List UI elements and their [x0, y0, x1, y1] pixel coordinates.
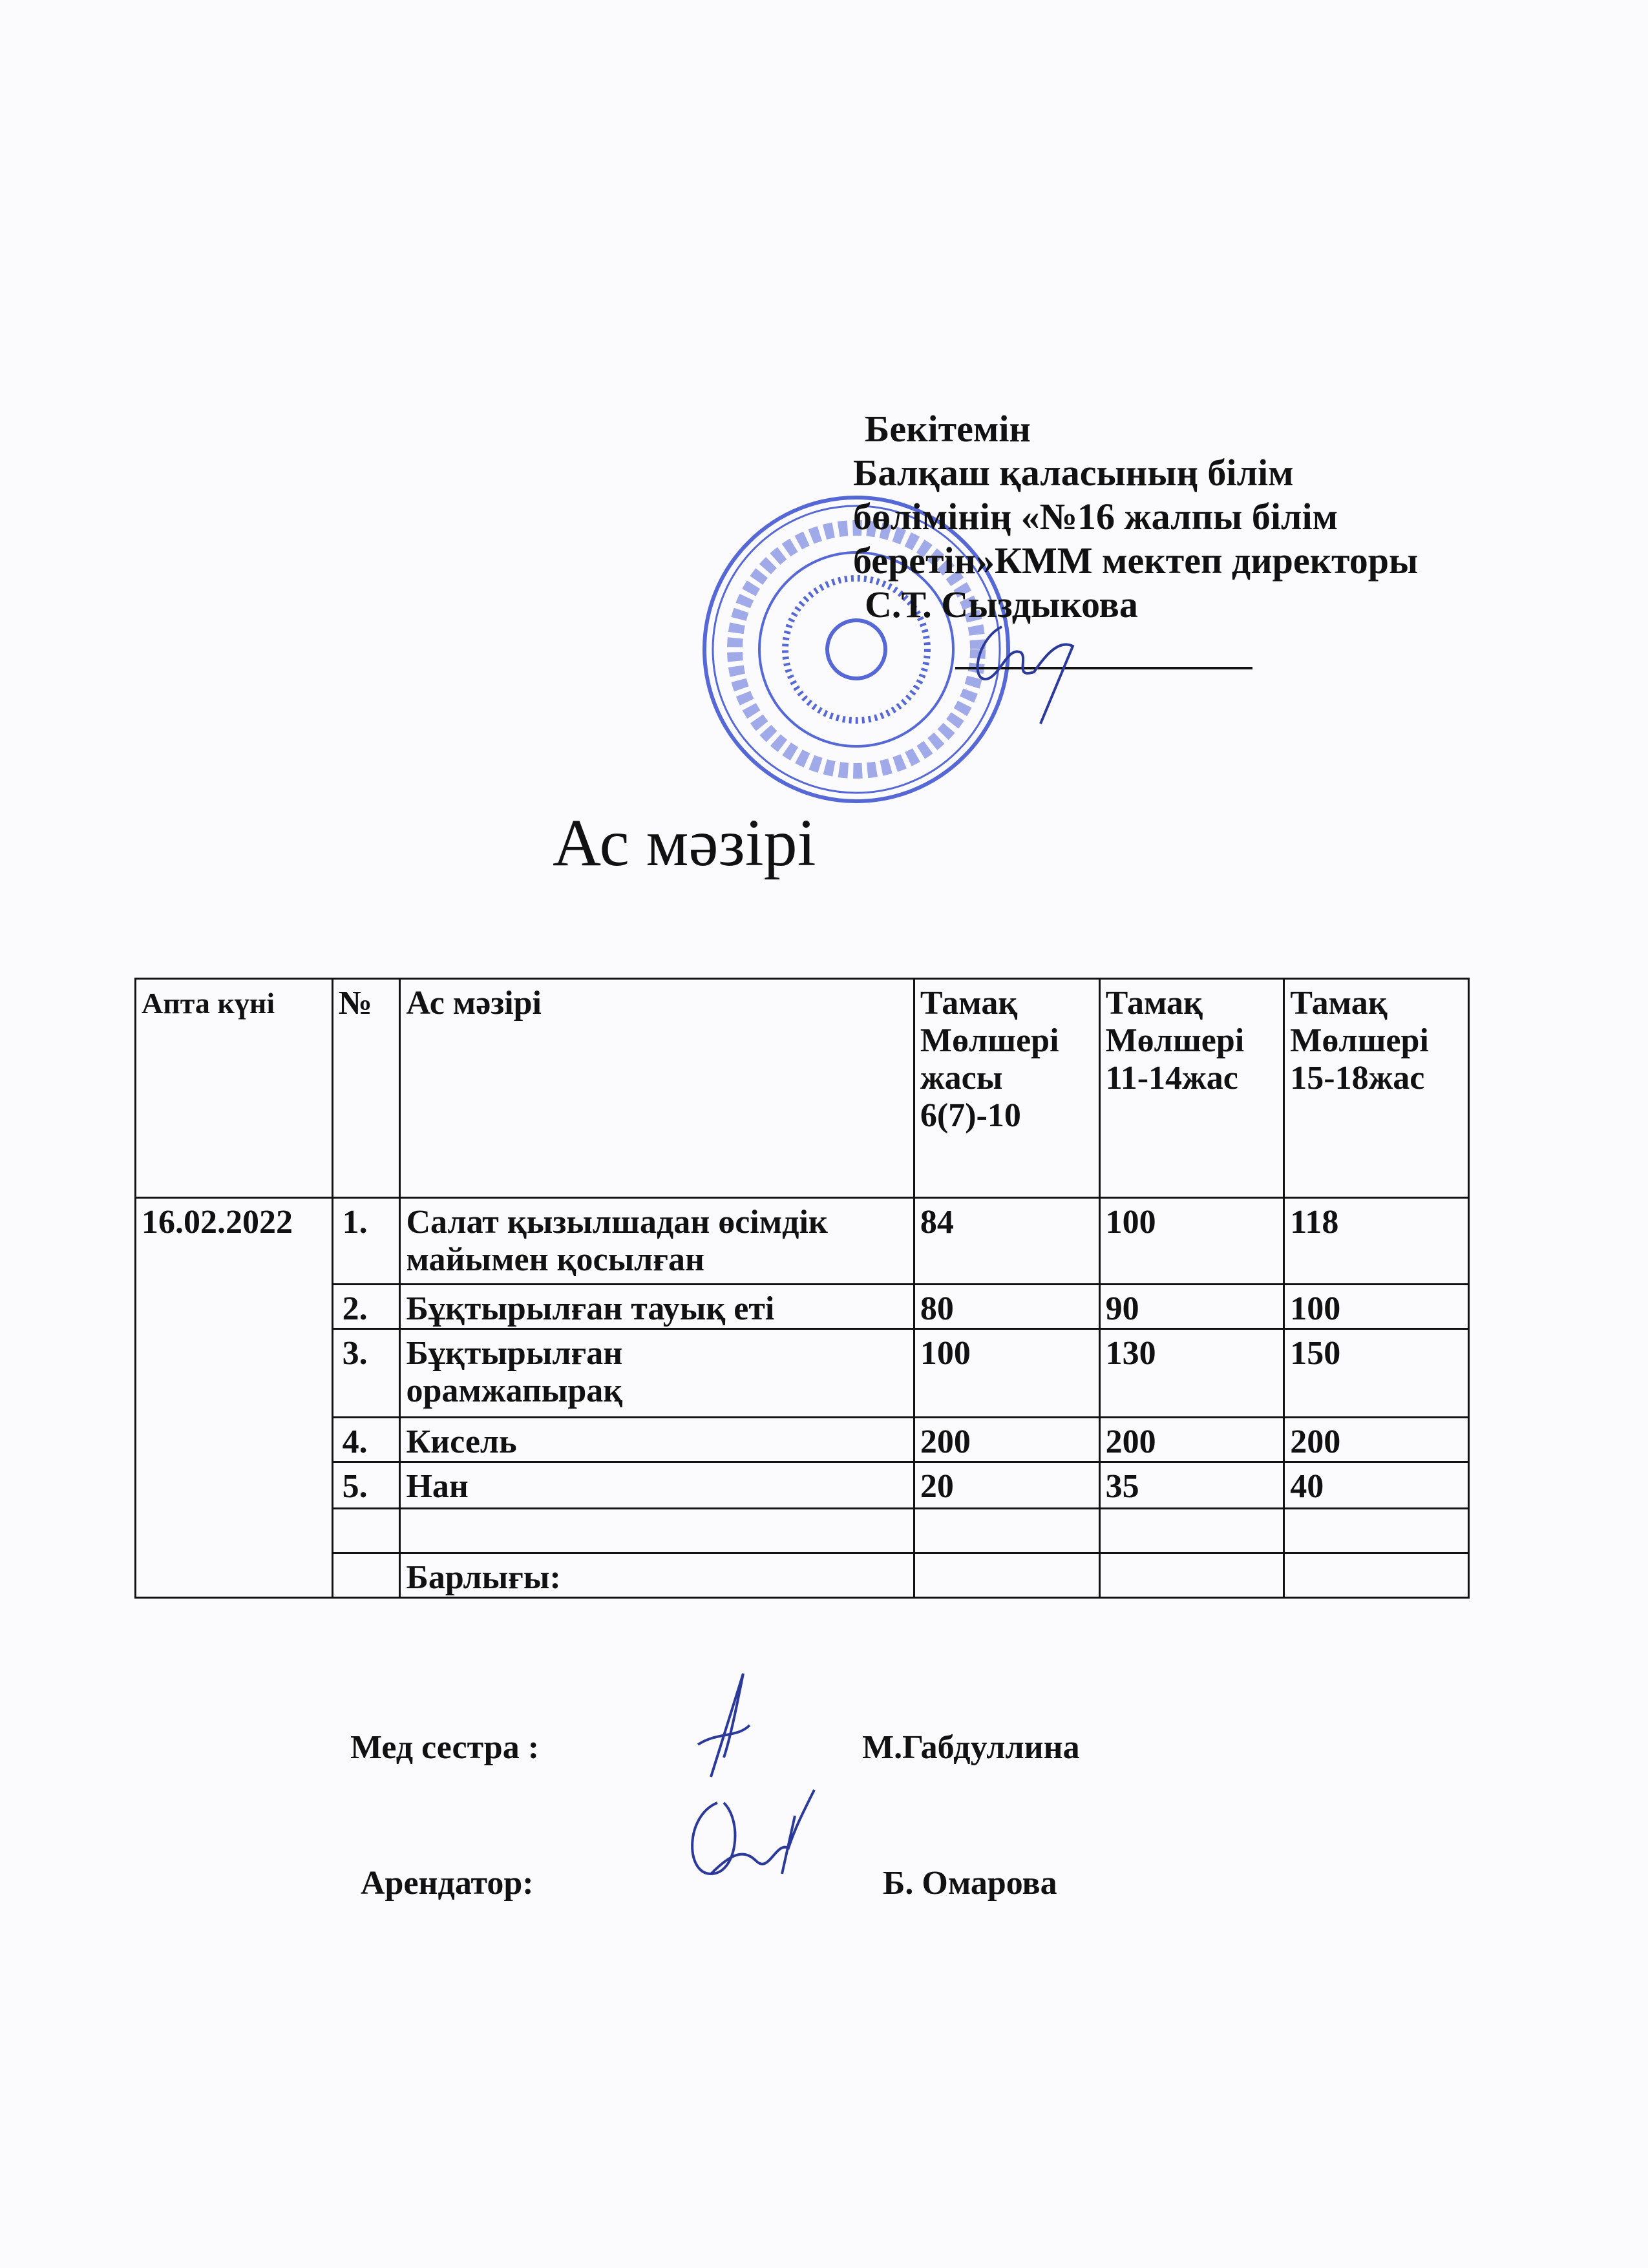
- portion-6-10: 100: [914, 1329, 1099, 1418]
- header-menu: Ас мәзірі: [400, 979, 914, 1198]
- portion-6-10: 80: [914, 1285, 1099, 1329]
- empty-cell: [332, 1509, 400, 1553]
- empty-cell: [1284, 1509, 1469, 1553]
- table-row-empty: [136, 1509, 1469, 1553]
- nurse-name: М.Габдуллина: [862, 1729, 1080, 1766]
- dish-name: Нан: [400, 1462, 914, 1509]
- dish-name: Салат қызылшадан өсімдік майымен қосылған: [400, 1198, 914, 1285]
- approval-line: Балқаш қаласының білім: [853, 452, 1294, 494]
- row-number: 3.: [332, 1329, 400, 1418]
- portion-15-18: 118: [1284, 1198, 1469, 1285]
- portion-6-10: 200: [914, 1418, 1099, 1462]
- dish-name: Бұқтырылған тауық еті: [400, 1285, 914, 1329]
- row-number: 4.: [332, 1418, 400, 1462]
- page-title: Ас мәзірі: [553, 806, 816, 880]
- tenant-label: Арендатор:: [361, 1865, 534, 1902]
- table-row: [136, 1329, 1469, 1418]
- row-number: 2.: [332, 1285, 400, 1329]
- approval-line: С.Т. Сыздыкова: [865, 583, 1138, 625]
- approval-line: Бекітемін: [865, 408, 1031, 450]
- portion-11-14: 100: [1099, 1198, 1284, 1285]
- empty-cell: [1099, 1509, 1284, 1553]
- table-total-row: [136, 1553, 1469, 1598]
- header-age-15-18: Тамақ Мөлшері 15-18жас: [1284, 979, 1469, 1198]
- header-day: Апта күні: [136, 979, 333, 1198]
- approval-block: [853, 407, 1418, 627]
- portion-11-14: 130: [1099, 1329, 1284, 1418]
- total-label: Барлығы:: [400, 1553, 914, 1598]
- table-header-row: [136, 979, 1469, 1198]
- portion-15-18: 100: [1284, 1285, 1469, 1329]
- date-cell: 16.02.2022: [136, 1198, 333, 1598]
- portion-15-18: 150: [1284, 1329, 1469, 1418]
- table-row: [136, 1285, 1469, 1329]
- empty-cell: [914, 1509, 1099, 1553]
- header-age-11-14: Тамақ Мөлшері 11-14жас: [1099, 979, 1284, 1198]
- empty-cell: [1284, 1553, 1469, 1598]
- table-row: [136, 1418, 1469, 1462]
- approval-line: бөлімінің «№16 жалпы білім: [853, 496, 1338, 538]
- nurse-label: Мед сестра :: [350, 1729, 540, 1766]
- tenant-signature: [672, 1777, 827, 1906]
- empty-cell: [914, 1553, 1099, 1598]
- header-age-6-10: Тамақ Мөлшері жасы 6(7)-10: [914, 979, 1099, 1198]
- portion-15-18: 200: [1284, 1418, 1469, 1462]
- header-number: №: [332, 979, 400, 1198]
- director-signature: [963, 614, 1131, 730]
- table-row: [136, 1198, 1469, 1285]
- nurse-signature: [685, 1667, 763, 1783]
- empty-cell: [1099, 1553, 1284, 1598]
- dish-name: Бұқтырылған орамжапырақ: [400, 1329, 914, 1418]
- empty-cell: [400, 1509, 914, 1553]
- approval-line: беретін»КММ мектеп директоры: [853, 540, 1419, 582]
- row-number: 5.: [332, 1462, 400, 1509]
- portion-11-14: 90: [1099, 1285, 1284, 1329]
- table-row: [136, 1462, 1469, 1509]
- menu-table: [134, 978, 1470, 1599]
- portion-6-10: 20: [914, 1462, 1099, 1509]
- portion-6-10: 84: [914, 1198, 1099, 1285]
- tenant-name: Б. Омарова: [883, 1865, 1057, 1902]
- portion-15-18: 40: [1284, 1462, 1469, 1509]
- portion-11-14: 35: [1099, 1462, 1284, 1509]
- portion-11-14: 200: [1099, 1418, 1284, 1462]
- row-number: 1.: [332, 1198, 400, 1285]
- empty-cell: [332, 1553, 400, 1598]
- dish-name: Кисель: [400, 1418, 914, 1462]
